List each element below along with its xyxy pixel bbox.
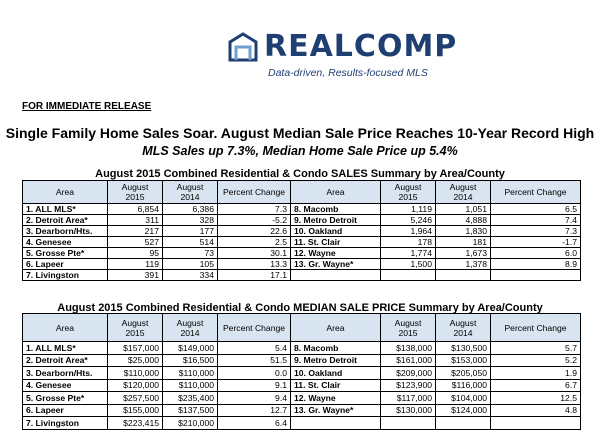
- column-header: Percent Change: [491, 314, 581, 342]
- brand-tagline: Data-driven, Results-focused MLS: [268, 67, 428, 79]
- value-cell: $110,000: [163, 367, 218, 380]
- value-cell: 17.1: [218, 270, 291, 281]
- table-row: [23, 354, 581, 367]
- area-cell: 12. Wayne: [291, 392, 381, 405]
- value-cell: 6.7: [491, 379, 581, 392]
- area-cell: 10. Oakland: [291, 226, 381, 237]
- column-header: August 2014: [163, 314, 218, 342]
- value-cell: 514: [163, 237, 218, 248]
- value-cell: 5.2: [491, 354, 581, 367]
- area-cell: 5. Grosse Pte*: [23, 248, 108, 259]
- value-cell: [436, 417, 491, 430]
- table-row: [23, 226, 581, 237]
- area-cell: 10. Oakland: [291, 367, 381, 380]
- area-cell: 8. Macomb: [291, 342, 381, 355]
- area-cell: 3. Dearborn/Hts.: [23, 367, 108, 380]
- value-cell: 13.3: [218, 259, 291, 270]
- value-cell: 5,246: [381, 215, 436, 226]
- value-cell: $223,415: [108, 417, 163, 430]
- value-cell: 391: [108, 270, 163, 281]
- table-header-row: [23, 181, 581, 204]
- table-header-row: [23, 314, 581, 342]
- value-cell: $110,000: [163, 379, 218, 392]
- value-cell: $257,500: [108, 392, 163, 405]
- value-cell: $235,400: [163, 392, 218, 405]
- value-cell: 6,386: [163, 204, 218, 215]
- value-cell: 6.0: [491, 248, 581, 259]
- value-cell: 1,378: [436, 259, 491, 270]
- value-cell: 5.4: [218, 342, 291, 355]
- value-cell: $161,000: [381, 354, 436, 367]
- table-row: [23, 342, 581, 355]
- column-header: Percent Change: [491, 181, 581, 204]
- area-cell: 11. St. Clair: [291, 379, 381, 392]
- sales-table-title: August 2015 Combined Residential & Condo SALES Summary by Area/County: [95, 168, 505, 180]
- value-cell: [436, 270, 491, 281]
- sales-table: [22, 180, 581, 281]
- value-cell: $130,000: [381, 404, 436, 417]
- value-cell: 7.3: [491, 226, 581, 237]
- value-cell: $117,000: [381, 392, 436, 405]
- value-cell: 1,774: [381, 248, 436, 259]
- value-cell: $209,000: [381, 367, 436, 380]
- value-cell: $123,900: [381, 379, 436, 392]
- value-cell: 1,500: [381, 259, 436, 270]
- value-cell: 1,119: [381, 204, 436, 215]
- area-cell: 6. Lapeer: [23, 259, 108, 270]
- value-cell: -5.2: [218, 215, 291, 226]
- value-cell: 1,673: [436, 248, 491, 259]
- area-cell: 3. Dearborn/Hts.: [23, 226, 108, 237]
- table-row: [23, 259, 581, 270]
- area-cell: 7. Livingston: [23, 270, 108, 281]
- column-header: Area: [23, 314, 108, 342]
- value-cell: $130,500: [436, 342, 491, 355]
- value-cell: 1,964: [381, 226, 436, 237]
- value-cell: $157,000: [108, 342, 163, 355]
- table-row: [23, 367, 581, 380]
- value-cell: 5.7: [491, 342, 581, 355]
- value-cell: 12.5: [491, 392, 581, 405]
- value-cell: $153,000: [436, 354, 491, 367]
- table-row: [23, 237, 581, 248]
- area-cell: 11. St. Clair: [291, 237, 381, 248]
- value-cell: 7.4: [491, 215, 581, 226]
- column-header: Percent Change: [218, 181, 291, 204]
- subheadline: MLS Sales up 7.3%, Median Home Sale Price up 5.4%: [142, 144, 458, 158]
- value-cell: 12.7: [218, 404, 291, 417]
- value-cell: 51.5: [218, 354, 291, 367]
- value-cell: $116,000: [436, 379, 491, 392]
- area-cell: [291, 417, 381, 430]
- headline: Single Family Home Sales Soar. August Median Sale Price Reaches 10-Year Record High: [5, 125, 595, 141]
- value-cell: 105: [163, 259, 218, 270]
- column-header: August 2014: [436, 181, 491, 204]
- value-cell: [381, 270, 436, 281]
- value-cell: $137,500: [163, 404, 218, 417]
- column-header: Area: [291, 181, 381, 204]
- area-cell: 9. Metro Detroit: [291, 354, 381, 367]
- value-cell: $25,000: [108, 354, 163, 367]
- release-label: FOR IMMEDIATE RELEASE: [22, 101, 152, 112]
- area-cell: 4. Genesee: [23, 237, 108, 248]
- value-cell: 177: [163, 226, 218, 237]
- value-cell: $149,000: [163, 342, 218, 355]
- area-cell: 13. Gr. Wayne*: [291, 404, 381, 417]
- value-cell: [491, 417, 581, 430]
- value-cell: 1,830: [436, 226, 491, 237]
- value-cell: 178: [381, 237, 436, 248]
- area-cell: 4. Genesee: [23, 379, 108, 392]
- value-cell: 4,888: [436, 215, 491, 226]
- value-cell: 4.8: [491, 404, 581, 417]
- brand-name: REALCOMP: [264, 29, 458, 64]
- value-cell: [381, 417, 436, 430]
- value-cell: 6.5: [491, 204, 581, 215]
- value-cell: -1.7: [491, 237, 581, 248]
- table-row: [23, 417, 581, 430]
- value-cell: 217: [108, 226, 163, 237]
- realcomp-logo-mark-icon: [226, 30, 260, 64]
- value-cell: $110,000: [108, 367, 163, 380]
- area-cell: 12. Wayne: [291, 248, 381, 259]
- value-cell: 2.5: [218, 237, 291, 248]
- column-header: August 2015: [108, 181, 163, 204]
- realcomp-logo: [226, 24, 458, 84]
- column-header: August 2014: [436, 314, 491, 342]
- area-cell: 13. Gr. Wayne*: [291, 259, 381, 270]
- area-cell: 5. Grosse Pte*: [23, 392, 108, 405]
- area-cell: 1. ALL MLS*: [23, 204, 108, 215]
- value-cell: 9.1: [218, 379, 291, 392]
- value-cell: 6.4: [218, 417, 291, 430]
- value-cell: 8.9: [491, 259, 581, 270]
- column-header: August 2014: [163, 181, 218, 204]
- value-cell: $210,000: [163, 417, 218, 430]
- column-header: August 2015: [108, 314, 163, 342]
- value-cell: 7.3: [218, 204, 291, 215]
- value-cell: $104,000: [436, 392, 491, 405]
- area-cell: [291, 270, 381, 281]
- value-cell: 73: [163, 248, 218, 259]
- column-header: August 2015: [381, 314, 436, 342]
- value-cell: 181: [436, 237, 491, 248]
- value-cell: $120,000: [108, 379, 163, 392]
- table-row: [23, 392, 581, 405]
- area-cell: 2. Detroit Area*: [23, 354, 108, 367]
- column-header: August 2015: [381, 181, 436, 204]
- median-price-table: [22, 313, 581, 430]
- value-cell: 328: [163, 215, 218, 226]
- value-cell: 6,854: [108, 204, 163, 215]
- table-row: [23, 215, 581, 226]
- value-cell: $205,050: [436, 367, 491, 380]
- table-row: [23, 248, 581, 259]
- area-cell: 8. Macomb: [291, 204, 381, 215]
- value-cell: 119: [108, 259, 163, 270]
- value-cell: 1.9: [491, 367, 581, 380]
- value-cell: [491, 270, 581, 281]
- value-cell: $155,000: [108, 404, 163, 417]
- column-header: Percent Change: [218, 314, 291, 342]
- value-cell: $138,000: [381, 342, 436, 355]
- value-cell: 311: [108, 215, 163, 226]
- value-cell: 95: [108, 248, 163, 259]
- column-header: Area: [291, 314, 381, 342]
- area-cell: 7. Livingston: [23, 417, 108, 430]
- value-cell: 1,051: [436, 204, 491, 215]
- value-cell: 9.4: [218, 392, 291, 405]
- table-row: [23, 379, 581, 392]
- price-table-title: August 2015 Combined Residential & Condo MEDIAN SALE PRICE Summary by Area/County: [57, 302, 543, 314]
- value-cell: $124,000: [436, 404, 491, 417]
- value-cell: $16,500: [163, 354, 218, 367]
- table-row: [23, 204, 581, 215]
- table-row: [23, 270, 581, 281]
- value-cell: 22.6: [218, 226, 291, 237]
- area-cell: 2. Detroit Area*: [23, 215, 108, 226]
- value-cell: 30.1: [218, 248, 291, 259]
- table-row: [23, 404, 581, 417]
- area-cell: 6. Lapeer: [23, 404, 108, 417]
- value-cell: 527: [108, 237, 163, 248]
- area-cell: 9. Metro Detroit: [291, 215, 381, 226]
- value-cell: 0.0: [218, 367, 291, 380]
- area-cell: 1. ALL MLS*: [23, 342, 108, 355]
- column-header: Area: [23, 181, 108, 204]
- value-cell: 334: [163, 270, 218, 281]
